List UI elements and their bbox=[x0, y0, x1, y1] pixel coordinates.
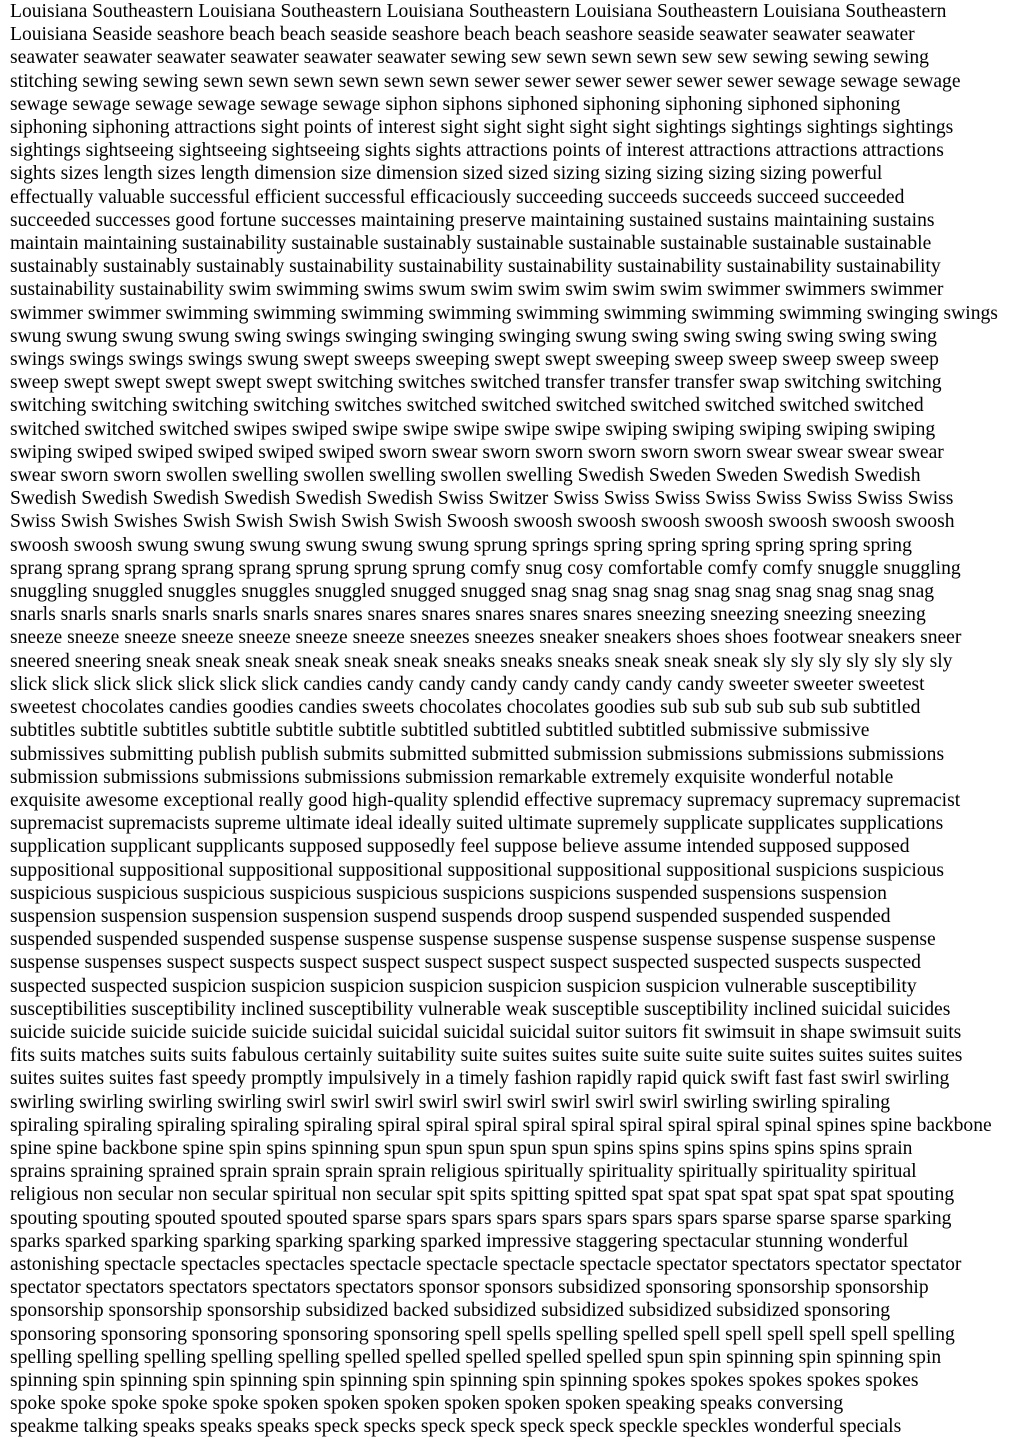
text-line: suites suites suites fast speedy promptly impulsively in a timely fashion rapidly rapid quick swift fast fast swirl swirling bbox=[10, 1068, 950, 1090]
text-line: sustainability sustainability swim swimming swims swum swim swim swim swim swim swimmer swimmers swimmer bbox=[10, 279, 944, 301]
text-line: speakme talking speaks speaks speaks speck specks speck speck speck speck speckle speckles wonderful specials bbox=[10, 1416, 902, 1438]
text-line: Louisiana Seaside seashore beach beach seaside seashore beach beach seashore seaside seawater seawater seawater bbox=[10, 24, 915, 46]
text-line: Swedish Swedish Swedish Swedish Swedish Swedish Swiss Switzer Swiss Swiss Swiss Swiss Swiss Swiss Swiss Swiss bbox=[10, 488, 954, 510]
text-line: suspicious suspicious suspicious suspicious suspicious suspicions suspicions suspended suspensions suspension bbox=[10, 882, 887, 904]
text-line: sweep swept swept swept swept swept switching switches switched transfer transfer transfer swap switching switching bbox=[10, 372, 942, 394]
text-line: swirling swirling swirling swirling swirl swirl swirl swirl swirl swirl swirl swirl swirl swirling swirling spiraling bbox=[10, 1091, 891, 1113]
text-line: snuggling snuggled snuggles snuggles snuggled snugged snugged snag snag snag snag snag snag snag snag snag snag bbox=[10, 581, 935, 603]
text-line: submission submissions submissions submissions submission remarkable extremely exquisite wonderful notable bbox=[10, 766, 894, 788]
text-line: switched switched switched swipes swiped swipe swipe swipe swipe swipe swiping swiping swiping swiping swiping bbox=[10, 418, 936, 440]
text-line: spinning spin spinning spin spinning spin spinning spin spinning spin spinning spokes spokes spokes spokes spokes bbox=[10, 1369, 919, 1391]
text-line: swimmer swimmer swimming swimming swimming swimming swimming swimming swimming swimming swinging swings bbox=[10, 302, 998, 324]
text-line: sneeze sneeze sneeze sneeze sneeze sneeze sneeze sneezes sneezes sneaker sneakers shoes shoes footwear sneakers sneer bbox=[10, 627, 962, 649]
text-line: seawater seawater seawater seawater seawater seawater sewing sew sewn sewn sewn sew sew sewing sewing sewing bbox=[10, 47, 929, 69]
text-line: fits suits matches suits suits fabulous certainly suitability suite suites suites suite suite suite suite suites suites suites suites bbox=[10, 1045, 963, 1067]
text-line: supplication supplicant supplicants supposed supposedly feel suppose believe assume intended supposed supposed bbox=[10, 836, 910, 858]
text-line: exquisite awesome exceptional really good high-quality splendid effective supremacy supremacy supremacy supremacist bbox=[10, 789, 961, 811]
text-line: astonishing spectacle spectacles spectacles spectacle spectacle spectacle spectacle spectator spectators spectator spectator bbox=[10, 1253, 962, 1275]
text-line: suppositional suppositional suppositional suppositional suppositional suppositional suppositional suspicions suspicious bbox=[10, 859, 945, 881]
text-line: maintain maintaining sustainability sustainable sustainably sustainable sustainable sustainable sustainable sustainable bbox=[10, 233, 932, 255]
text-line: sneered sneering sneak sneak sneak sneak sneak sneak sneaks sneaks sneaks sneak sneak sneak sly sly sly sly sly sly sly bbox=[10, 650, 953, 672]
text-line: supremacist supremacists supreme ultimate ideal ideally suited ultimate supremely supplicate supplicates supplications bbox=[10, 813, 944, 835]
text-line: sprains spraining sprained sprain sprain sprain sprain religious spiritually spirituality spiritually spirituality spiritual bbox=[10, 1161, 917, 1183]
text-line: succeeded successes good fortune successes maintaining preserve maintaining sustained sustains maintaining sustains bbox=[10, 209, 935, 231]
text-line: spelling spelling spelling spelling spelling spelled spelled spelled spelled spelled spun spin spinning spin spinning spin bbox=[10, 1346, 942, 1368]
text-line: sprang sprang sprang sprang sprang sprung sprung sprung comfy snug cosy comfortable comfy comfy snuggle snuggling bbox=[10, 557, 961, 579]
text-line: suspended suspended suspended suspense suspense suspense suspense suspense suspense suspense suspense suspense bbox=[10, 929, 936, 951]
text-line: sustainably sustainably sustainably sustainability sustainability sustainability sustainability sustainability sustainability bbox=[10, 256, 941, 278]
text-line: susceptibilities susceptibility inclined susceptibility vulnerable weak susceptible susceptibility inclined suicidal suicides bbox=[10, 998, 951, 1020]
text-line: spoke spoke spoke spoke spoke spoken spoken spoken spoken spoken spoken speaking speaks conversing bbox=[10, 1393, 844, 1415]
text-line: siphoning siphoning attractions sight points of interest sight sight sight sight sight sightings sightings sightings sightings bbox=[10, 117, 954, 139]
text-line: sponsoring sponsoring sponsoring sponsoring sponsoring spell spells spelling spelled spell spell spell spell spell spelling bbox=[10, 1323, 955, 1345]
text-line: swiping swiped swiped swiped swiped swiped sworn swear sworn sworn sworn sworn sworn swear swear swear swear bbox=[10, 441, 944, 463]
text-line: swoosh swoosh swung swung swung swung swung swung sprung springs spring spring spring spring spring spring bbox=[10, 534, 912, 556]
text-line: spouting spouting spouted spouted spouted sparse spars spars spars spars spars spars spars sparse sparse sparse sparking bbox=[10, 1207, 952, 1229]
text-line: swings swings swings swings swung swept sweeps sweeping swept swept sweeping sweep sweep sweep sweep sweep bbox=[10, 349, 939, 371]
text-line: Swiss Swish Swishes Swish Swish Swish Swish Swish Swoosh swoosh swoosh swoosh swoosh swoosh swoosh swoosh bbox=[10, 511, 955, 533]
text-line: sightings sightseeing sightseeing sightseeing sights sights attractions points of interest attractions attractions attractions bbox=[10, 140, 944, 162]
text-line: suspected suspected suspicion suspicion suspicion suspicion suspicion suspicion suspicion vulnerable susceptibility bbox=[10, 975, 917, 997]
text-line: effectually valuable successful efficient successful efficaciously succeeding succeeds succeeds succeed succeeded bbox=[10, 186, 905, 208]
text-line: sights sizes length sizes length dimension size dimension sized sized sizing sizing sizing sizing sizing powerful bbox=[10, 163, 883, 185]
text-line: sewage sewage sewage sewage sewage sewage siphon siphons siphoned siphoning siphoning siphoned siphoning bbox=[10, 93, 901, 115]
text-line: sweetest chocolates candies goodies candies sweets chocolates chocolates goodies sub sub sub sub sub sub subtitled bbox=[10, 697, 921, 719]
word-list-text bbox=[10, 0, 1016, 1439]
text-line: suspense suspenses suspect suspects suspect suspect suspect suspect suspect suspected suspected suspects suspected bbox=[10, 952, 921, 974]
text-line: swear sworn sworn swollen swelling swollen swelling swollen swelling Swedish Sweden Sweden Swedish Swedish bbox=[10, 465, 921, 487]
text-line: subtitles subtitle subtitles subtitle subtitle subtitle subtitled subtitled subtitled subtitled submissive submissive bbox=[10, 720, 870, 742]
text-line: suicide suicide suicide suicide suicide suicidal suicidal suicidal suicidal suitor suitors fit swimsuit in shape swimsuit suits bbox=[10, 1021, 962, 1043]
text-line: stitching sewing sewing sewn sewn sewn sewn sewn sewn sewer sewer sewer sewer sewer sewer sewage sewage sewage bbox=[10, 70, 961, 92]
text-line: religious non secular non secular spiritual non secular spit spits spitting spitted spat spat spat spat spat spat spat spouting bbox=[10, 1184, 955, 1206]
text-line: sponsorship sponsorship sponsorship subsidized backed subsidized subsidized subsidized subsidized sponsoring bbox=[10, 1300, 891, 1322]
text-line: sparks sparked sparking sparking sparking sparking sparked impressive staggering spectacular stunning wonderful bbox=[10, 1230, 909, 1252]
text-line: slick slick slick slick slick slick slick candies candy candy candy candy candy candy candy sweeter sweeter sweetest bbox=[10, 673, 925, 695]
text-line: spiraling spiraling spiraling spiraling spiraling spiral spiral spiral spiral spiral spiral spiral spiral spinal spines spine backbone bbox=[10, 1114, 992, 1136]
text-line: swung swung swung swung swing swings swinging swinging swinging swung swing swing swing swing swing swing bbox=[10, 325, 937, 347]
text-line: suspension suspension suspension suspension suspend suspends droop suspend suspended suspended suspended bbox=[10, 905, 891, 927]
text-line: switching switching switching switching switches switched switched switched switched switched switched switched bbox=[10, 395, 924, 417]
text-line: submissives submitting publish publish submits submitted submitted submission submissions submissions submissions bbox=[10, 743, 945, 765]
text-line: snarls snarls snarls snarls snarls snarls snares snares snares snares snares snares sneezing sneezing sneezing sneezing bbox=[10, 604, 926, 626]
text-line: spectator spectators spectators spectators spectators sponsor sponsors subsidized sponsoring sponsorship sponsorship bbox=[10, 1277, 929, 1299]
text-line: spine spine backbone spine spin spins spinning spun spun spun spun spun spins spins spins spins spins spins sprain bbox=[10, 1137, 913, 1159]
text-line: Louisiana Southeastern Louisiana Southeastern Louisiana Southeastern Louisiana Southeastern Louisiana Southeastern bbox=[10, 1, 947, 22]
